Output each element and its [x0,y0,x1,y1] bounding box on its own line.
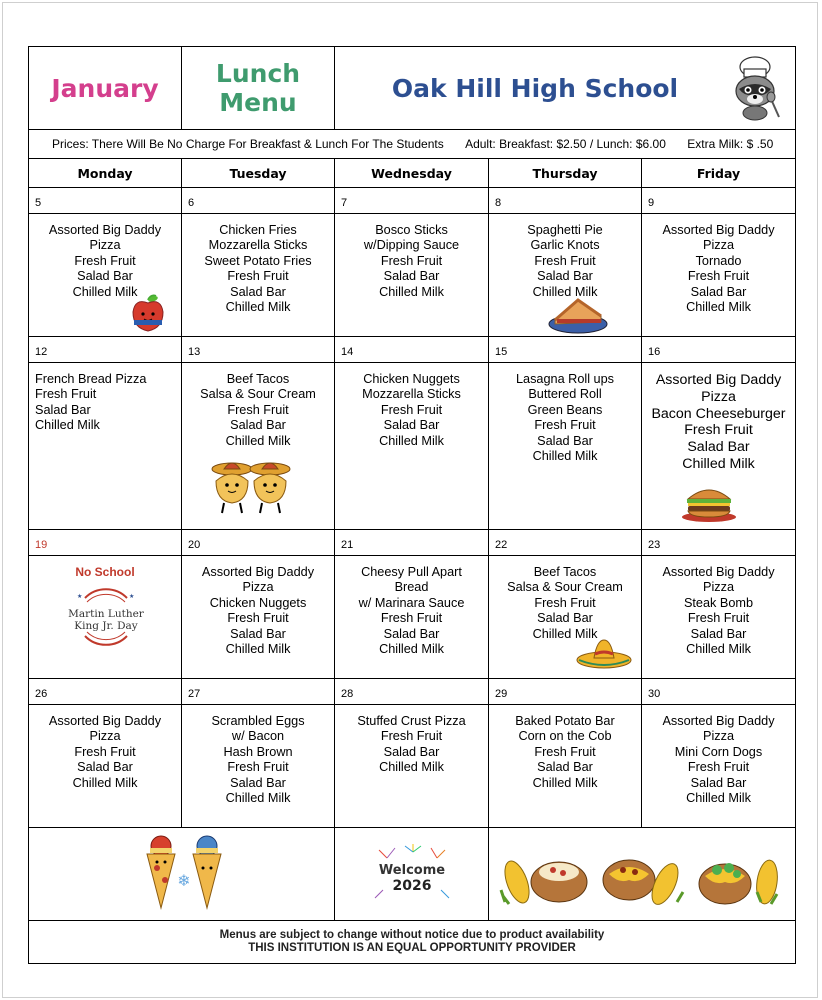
menu-item: Fresh Fruit [227,760,289,775]
price-bar [29,130,796,159]
menu-items [182,214,334,315]
menu-item: Fresh Fruit [684,422,753,439]
menu-items [182,705,334,806]
menu-item: Garlic Knots [530,238,600,253]
menu-item: Corn on the Cob [518,729,612,744]
date-number: 29 [489,679,642,705]
menu-item: Pizza [702,238,735,253]
menu-item: Chilled Milk [225,300,291,315]
mlk-text-line2: King Jr. Day [74,620,138,632]
menu-items [335,556,488,657]
menu-item: Salad Bar [383,418,440,433]
menu-item: Pizza [702,580,735,595]
welcome-cell [335,828,489,921]
menu-item: Assorted Big Daddy [662,223,775,237]
menu-item: Chicken Nuggets [363,372,460,386]
date-number: 22 [489,530,642,556]
menu-item: Chicken Fries [219,223,297,237]
menu-item: Salad Bar [77,760,133,775]
menu-item: Chilled Milk [686,642,751,657]
menu-item: w/ Marinara Sauce [358,595,465,610]
menu-cell [642,214,796,337]
menu-item: Chilled Milk [72,284,138,299]
no-school-label: No School [75,565,135,579]
day-header-wednesday: Wednesday [335,159,489,188]
day-header-thursday: Thursday [489,159,642,188]
menu-item: Chilled Milk [532,775,598,790]
footer-disclaimer: Menus are subject to change without notice due to product availability [219,929,605,941]
menu-item: Chilled Milk [532,626,598,641]
date-number: 26 [29,679,182,705]
menu-item: Bread [394,580,429,595]
menu-item: Buttered Roll [528,387,602,402]
day-header-monday: Monday [29,159,182,188]
burger-icon [680,481,738,523]
apple-icon [129,294,167,334]
menu-items [29,363,181,434]
school-name: Oak Hill High School [391,73,679,103]
menu-items [642,363,795,473]
menu-item: Baked Potato Bar [515,714,615,728]
menu-cell [182,214,335,337]
menu-item: French Bread Pizza [35,372,147,386]
menu-cell [29,705,182,828]
day-header-tuesday: Tuesday [182,159,335,188]
menu-item: Chilled Milk [532,449,598,464]
menu-item: Chilled Milk [225,642,291,657]
date-number: 6 [182,188,335,214]
menu-item: Fresh Fruit [380,611,443,626]
date-number: 8 [489,188,642,214]
menu-item: w/ Bacon [231,729,285,744]
menu-items [489,556,641,642]
menu-item: Salad Bar [537,760,593,775]
date-number: 27 [182,679,335,705]
menu-items [642,556,795,657]
menu-item: Pizza [89,729,121,744]
menu-items [642,705,795,806]
menu-item: Salad Bar [230,284,286,299]
menu-items [29,705,181,791]
menu-item: Scrambled Eggs [211,714,305,728]
menu-cell [489,556,642,679]
menu-item: Fresh Fruit [380,253,443,268]
date-number: 28 [335,679,489,705]
menu-items [489,214,641,300]
menu-item: Assorted Big Daddy [662,565,775,579]
menu-item: Beef Tacos [533,565,597,579]
menu-item: Fresh Fruit [534,253,596,268]
menu-title: Lunch Menu [182,47,335,130]
date-number: 9 [642,188,796,214]
menu-cell [335,556,489,679]
menu-item: Chilled Milk [225,433,291,448]
mlk-day-logo [67,588,145,650]
extra-milk-price: Extra Milk: $ .50 [687,137,774,151]
menu-item: Fresh Fruit [74,253,136,268]
menu-item: Assorted Big Daddy [201,565,315,579]
menu-item: Mozzarella Sticks [362,387,461,402]
menu-item: Fresh Fruit [380,402,443,417]
menu-item: Chilled Milk [379,433,444,448]
menu-cell [489,214,642,337]
menu-item: Salsa & Sour Cream [507,580,623,595]
pizza-friends-cell [29,828,335,921]
menu-items [335,705,488,776]
menu-item: Assorted Big Daddy [662,714,775,728]
menu-items [335,363,488,449]
day-header-friday: Friday [642,159,796,188]
menu-item: Salad Bar [537,611,593,626]
menu-items [29,214,181,300]
date-number: 21 [335,530,489,556]
menu-item: Salad Bar [687,439,750,456]
adult-price: Adult: Breakfast: $2.50 / Lunch: $6.00 [465,137,666,151]
menu-item: Cheesy Pull Apart [361,565,462,579]
menu-item: Bacon Cheeseburger [651,405,786,422]
date-number: 16 [642,337,796,363]
menu-items [489,705,641,791]
menu-item: Salad Bar [690,284,747,299]
menu-cell [335,214,489,337]
menu-cell [335,705,489,828]
student-price-note: Prices: There Will Be No Charge For Breakfast & Lunch For The Students [52,137,444,151]
welcome-text: Welcome [378,863,446,878]
menu-item: Salad Bar [230,775,286,790]
menu-items [335,214,488,300]
menu-item: Fresh Fruit [227,402,289,417]
menu-cell [182,556,335,679]
menu-item: Chilled Milk [379,642,444,657]
raccoon-chef-icon [725,55,785,121]
svg-text:★: ★ [77,593,83,600]
fireworks-welcome-icon [373,844,451,904]
svg-text:★: ★ [129,593,135,600]
menu-item: Fresh Fruit [74,744,136,759]
menu-item: Pizza [702,729,735,744]
menu-item: Lasagna Roll ups [515,372,615,386]
menu-cell [29,363,182,530]
menu-cell [182,363,335,530]
menu-cell [335,363,489,530]
menu-items [489,363,641,464]
menu-item: Assorted Big Daddy [48,714,162,728]
menu-items [642,214,795,315]
menu-item: Beef Tacos [226,372,290,386]
holiday-cell [29,556,182,679]
menu-item: Salad Bar [383,626,440,641]
month-title: January [29,47,182,130]
menu-item: Salad Bar [537,433,593,448]
menu-item: Fresh Fruit [227,611,289,626]
menu-item: Chilled Milk [532,284,598,299]
menu-item: Salad Bar [77,269,133,284]
menu-item: Chilled Milk [72,775,138,790]
date-number: 12 [29,337,182,363]
footer-equal-opportunity: THIS INSTITUTION IS AN EQUAL OPPORTUNITY PROVIDER [248,942,576,954]
menu-item: Fresh Fruit [227,269,289,284]
menu-item: Sweet Potato Fries [204,253,312,268]
mlk-text-line1: Martin Luther [68,608,144,620]
menu-item: Pizza [89,238,121,253]
menu-item: Salad Bar [537,269,593,284]
menu-items [182,556,334,657]
menu-item: Salad Bar [35,402,91,417]
date-number: 7 [335,188,489,214]
menu-item: Salad Bar [690,775,747,790]
menu-item: w/Dipping Sauce [363,238,460,253]
menu-cell [642,363,796,530]
menu-item: Mozzarella Sticks [208,238,308,253]
menu-item: Fresh Fruit [35,387,97,402]
menu-item: Salad Bar [383,269,440,284]
school-name-cell [335,47,796,130]
pie-icon [547,294,609,334]
baked-potato-cell [489,828,796,921]
menu-item: Chilled Milk [35,418,100,433]
sombrero-icon [575,636,633,670]
footer-note [29,921,796,964]
date-number: 14 [335,337,489,363]
menu-item: Spaghetti Pie [527,223,603,237]
menu-cell [642,556,796,679]
date-number: 30 [642,679,796,705]
date-number: 13 [182,337,335,363]
menu-item: Salsa & Sour Cream [200,387,316,402]
menu-item: Fresh Fruit [534,595,596,610]
menu-item: Fresh Fruit [534,418,596,433]
menu-item: Fresh Fruit [380,729,443,744]
menu-cell [489,705,642,828]
menu-item: Chicken Nuggets [209,595,307,610]
menu-item: Pizza [242,580,274,595]
menu-cell [489,363,642,530]
menu-item: Chilled Milk [379,284,444,299]
menu-item: Salad Bar [690,626,747,641]
menu-item: Fresh Fruit [534,744,596,759]
pizza-slices-icon [139,834,229,914]
baked-potatoes-corn-icon [499,842,785,908]
menu-item: Stuffed Crust Pizza [357,714,466,728]
tacos-icon [210,457,292,517]
menu-item: Mini Corn Dogs [674,744,763,759]
menu-item: Chilled Milk [686,300,751,315]
menu-item: Chilled Milk [686,791,751,806]
menu-cell [29,214,182,337]
date-number: 20 [182,530,335,556]
menu-item: Salad Bar [230,626,286,641]
date-number: 19 [29,530,182,556]
date-number: 23 [642,530,796,556]
menu-item: Tornado [695,253,742,268]
menu-item: Assorted Big Daddy [655,372,782,388]
menu-cell [182,705,335,828]
menu-item: Steak Bomb [683,595,754,610]
menu-item: Hash Brown [223,744,293,759]
menu-item: Bosco Sticks [375,223,448,237]
menu-item: Fresh Fruit [687,269,750,284]
date-number: 15 [489,337,642,363]
svg-text:❄: ❄ [177,871,191,890]
menu-item: Fresh Fruit [687,760,750,775]
menu-items [182,363,334,449]
menu-item: Chilled Milk [682,455,755,472]
menu-item: Assorted Big Daddy [48,223,162,237]
menu-item: Fresh Fruit [687,611,750,626]
date-number: 5 [29,188,182,214]
menu-item: Salad Bar [230,418,286,433]
menu-item: Chilled Milk [379,760,444,775]
lunch-menu-calendar [28,46,796,964]
welcome-year: 2026 [392,878,432,894]
menu-item: Salad Bar [383,744,440,759]
menu-item: Pizza [701,388,736,405]
menu-cell [642,705,796,828]
menu-item: Green Beans [527,402,603,417]
menu-item: Chilled Milk [225,791,291,806]
